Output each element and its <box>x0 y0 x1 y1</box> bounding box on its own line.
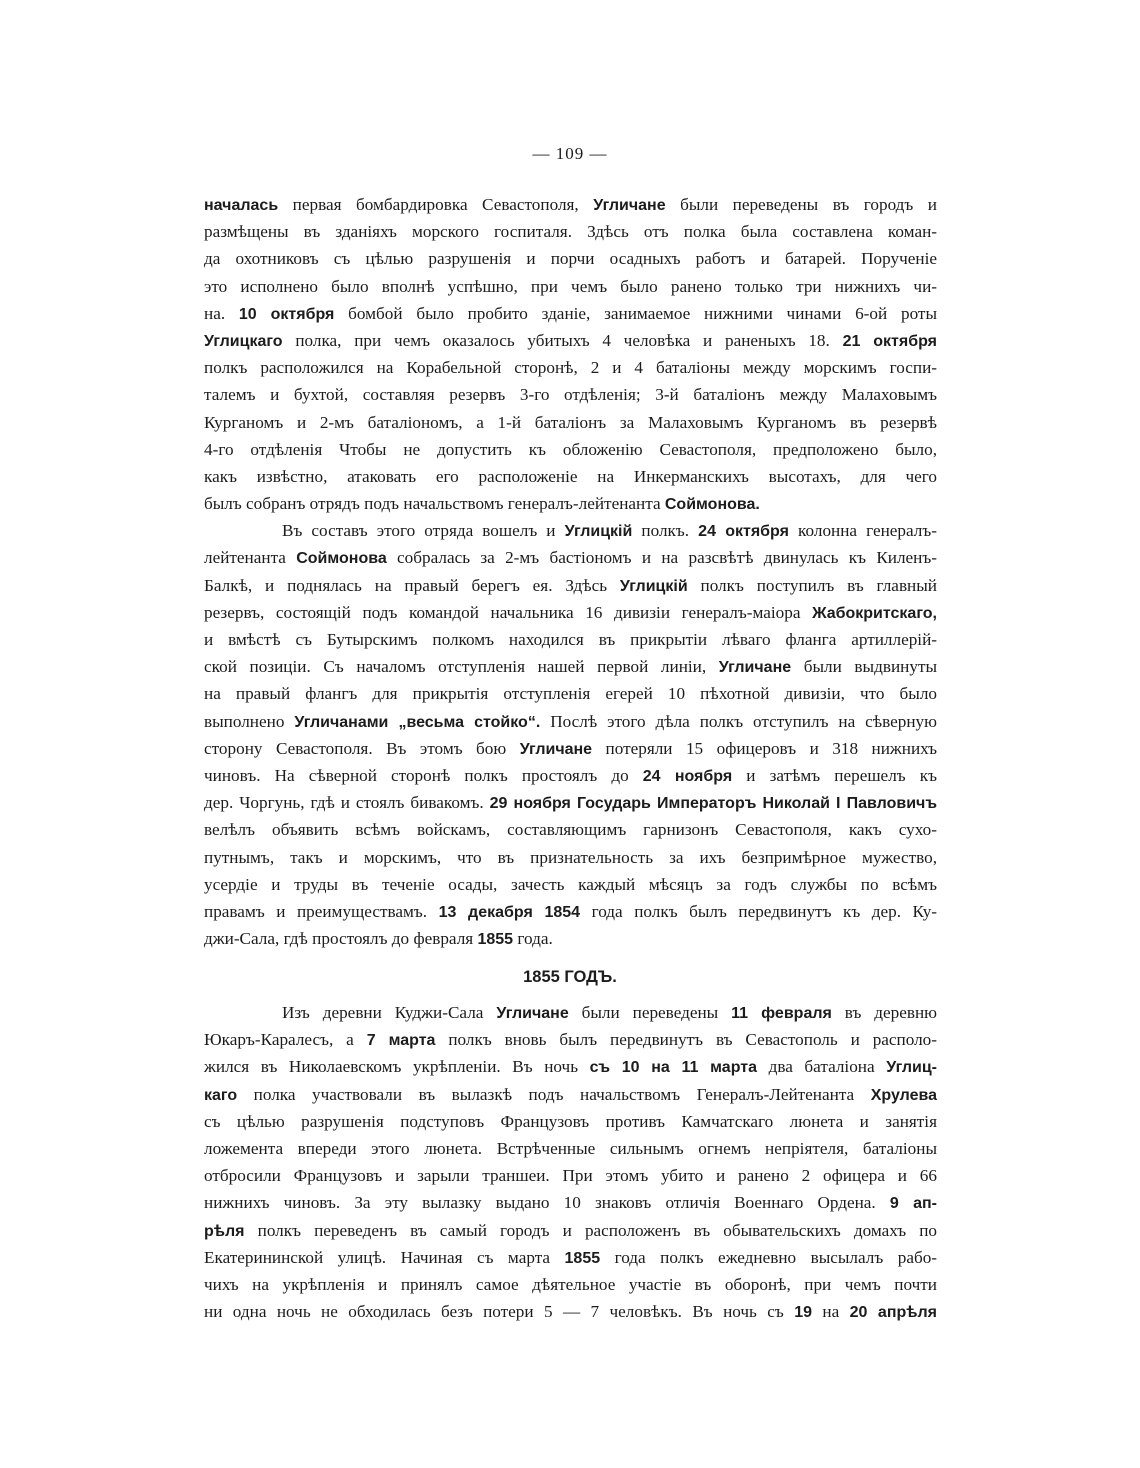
text-line <box>204 1081 937 1108</box>
bold-text: 19 <box>794 1304 812 1322</box>
text-line <box>204 789 937 816</box>
text-run: бомбой было пробито зданіе, занимаемое нижними чинами 6-ой роты <box>334 303 937 323</box>
text-run: первая бомбардировка Севастополя, <box>278 195 594 214</box>
text-run: да охотниковъ съ цѣлью разрушенія и порчи осадныхъ работъ и батарей. Порученіе <box>204 249 937 269</box>
text-run: года полкъ былъ передвинутъ къ дер. Ку- <box>580 901 938 921</box>
text-run: сторону Севастополя. Въ этомъ бою <box>204 738 520 758</box>
text-run: полкъ расположился на Корабельной сторонѣ, 2 и 4 баталіоны между морскимъ госпи- <box>204 358 937 378</box>
text-run: джи-Сала, гдѣ простоялъ до февраля <box>204 929 478 949</box>
text-line <box>204 1271 937 1298</box>
text-run: путнымъ, такъ и морскимъ, что въ признательность за ихъ безпримѣрное мужество, <box>204 847 937 867</box>
bold-text: Угличане <box>519 740 593 758</box>
text-line <box>204 816 937 843</box>
bold-text: 9 ап- <box>889 1195 938 1213</box>
text-run: на <box>811 1302 850 1322</box>
bold-text: Угличанами „весьма стойко“. <box>294 713 541 731</box>
text-run: полкъ. <box>632 521 699 541</box>
text-line <box>204 544 937 571</box>
text-run: ни одна ночь не обходилась безъ потери 5 — 7 человѣкъ. Въ ночь съ <box>204 1302 795 1322</box>
text-run: были переведены <box>568 1003 732 1022</box>
bold-text: 29 ноября Государь Императоръ Николай I Павловичъ <box>489 795 937 813</box>
bold-text: рѣля <box>204 1222 245 1240</box>
text-run: полкъ поступилъ въ главный <box>687 575 937 595</box>
text-run: Изъ деревни Куджи-Сала <box>282 1003 497 1022</box>
text-line <box>204 708 937 735</box>
text-line <box>204 490 937 517</box>
text-run: это исполнено было вполнѣ успѣшно, при чемъ было ранено только три нижнихъ чи- <box>204 276 937 296</box>
bold-text: 1855 <box>477 931 514 949</box>
text-line <box>204 218 937 245</box>
text-line <box>204 762 937 789</box>
text-line <box>204 327 937 354</box>
text-line <box>204 381 937 408</box>
text-line <box>204 1135 937 1162</box>
text-line <box>204 999 937 1026</box>
text-line <box>204 1026 937 1053</box>
bold-text: Углицкій <box>619 577 688 595</box>
text-run: дер. Чоргунь, гдѣ и стоялъ бивакомъ. <box>204 793 490 813</box>
text-run: съ цѣлью разрушенія подступовъ Французовъ противъ Камчатскаго люнета и занятія <box>204 1111 937 1131</box>
text-run: Курганомъ и 2-мъ баталіономъ, а 1-й баталіонъ за Малаховымъ Курганомъ въ резервѣ <box>204 412 937 432</box>
text-line <box>204 300 937 327</box>
text-run: размѣщены въ зданіяхъ морского госпиталя. Здѣсь отъ полка была составлена коман- <box>204 222 937 242</box>
text-line <box>204 1053 937 1080</box>
bold-text: 7 марта <box>366 1032 436 1050</box>
bold-text: Углицкій <box>564 523 633 541</box>
text-run: жился въ Николаевскомъ укрѣпленіи. Въ ночь <box>204 1057 590 1077</box>
bold-text: 24 октября <box>698 523 789 541</box>
text-run: лейтенанта <box>204 548 297 568</box>
text-line <box>204 925 937 952</box>
bold-text: 11 февраля <box>731 1005 832 1022</box>
text-run: полкъ переведенъ въ самый городъ и расположенъ въ обывательскихъ домахъ по <box>244 1220 937 1240</box>
text-run: на правый флангъ для прикрытія отступленія егерей 10 пѣхотной дивизіи, что было <box>204 684 937 704</box>
text-line <box>204 898 937 925</box>
bold-text: Соймонова <box>296 550 387 568</box>
text-run: былъ собранъ отрядъ подъ начальствомъ генералъ-лейтенанта <box>204 494 665 514</box>
text-run: въ деревню <box>831 1003 938 1022</box>
section-heading: 1855 ГОДЪ. <box>523 968 617 986</box>
text-line <box>204 871 937 898</box>
text-run: полка, при чемъ оказалось убитыхъ 4 человѣка и раненыхъ 18. <box>282 330 843 350</box>
text-line <box>204 626 937 653</box>
text-run: на. <box>204 303 239 323</box>
text-run: Послѣ этого дѣла полкъ отступилъ на сѣверную <box>540 711 937 731</box>
text-run: выполнено <box>204 711 295 731</box>
bold-text: 24 ноября <box>642 767 733 785</box>
text-run: были выдвинуты <box>791 657 938 677</box>
text-run: усердіе и труды въ теченіе осады, зачесть каждый мѣсяцъ за годъ службы по всѣмъ <box>204 874 937 894</box>
text-run: отбросили Французовъ и зарыли траншеи. При этомъ убито и ранено 2 офицера и 66 <box>204 1166 937 1186</box>
bold-text: 13 декабря 1854 <box>438 903 581 921</box>
bold-text: Жабокритскаго, <box>812 604 937 622</box>
bold-text: съ 10 на 11 марта <box>589 1059 757 1077</box>
text-line <box>204 1162 937 1189</box>
page-number: — 109 — <box>532 144 608 163</box>
text-run: правамъ и преимуществамъ. <box>204 901 439 921</box>
bold-text: 1855 <box>564 1249 601 1267</box>
text-line <box>204 191 937 218</box>
bold-text: Угличане <box>718 659 792 677</box>
bold-text: началась <box>204 197 279 214</box>
text-line <box>204 354 937 381</box>
text-run: ской позиціи. Съ началомъ отступленія нашей первой линіи, <box>204 657 719 677</box>
bold-text: 21 октября <box>842 332 937 350</box>
text-run: резервъ, состоящій подъ командой начальника 16 дивизіи генералъ-маіора <box>204 602 813 622</box>
text-line <box>204 463 937 490</box>
text-line <box>204 653 937 680</box>
text-run: и затѣмъ перешелъ къ <box>732 765 937 785</box>
text-run: два баталіона <box>757 1057 887 1077</box>
bold-text: Углиц- <box>886 1059 937 1077</box>
text-run: полка участвовали въ вылазкѣ подъ начальствомъ Генералъ-Лейтенанта <box>237 1084 871 1104</box>
text-line <box>204 273 937 300</box>
text-run: Балкѣ, и поднялась на правый берегъ ея. Здѣсь <box>204 575 620 595</box>
text-line <box>204 1108 937 1135</box>
text-line <box>204 1217 937 1244</box>
text-run: были переведены въ городъ и <box>665 195 938 214</box>
text-run: года полкъ ежедневно высылалъ рабо- <box>600 1247 938 1267</box>
bold-text: Углицкаго <box>204 332 283 350</box>
text-line <box>204 1189 937 1216</box>
text-run: чиновъ. На сѣверной сторонѣ полкъ простоялъ до <box>204 765 643 785</box>
text-run: нижнихъ чиновъ. За эту вылазку выдано 10 знаковъ отличія Военнаго Ордена. <box>204 1193 890 1213</box>
bold-text: 10 октября <box>238 305 335 323</box>
text-line <box>204 844 937 871</box>
text-block-2 <box>204 999 937 1325</box>
text-line <box>204 599 937 626</box>
text-line <box>204 680 937 707</box>
text-line <box>204 1298 937 1325</box>
text-line <box>204 517 937 544</box>
text-line <box>204 436 937 463</box>
text-line <box>204 735 937 762</box>
text-run: 4-го отдѣленія Чтобы не допустить къ обложенію Севастополя, предположено было, <box>204 439 937 459</box>
text-run: и вмѣстѣ съ Бутырскимъ полкомъ находился въ прикрытіи лѣваго фланга артиллерій- <box>204 630 937 649</box>
text-run: Юкаръ-Каралесъ, а <box>204 1030 367 1050</box>
bold-text: 20 апрѣля <box>849 1304 938 1322</box>
text-run: талемъ и бухтой, составляя резервъ 3-го отдѣленія; 3-й баталіонъ между Малаховымъ <box>204 385 937 405</box>
text-line <box>204 572 937 599</box>
bold-text: Угличане <box>496 1005 569 1022</box>
text-run: полкъ вновь былъ передвинутъ въ Севастополь и располо- <box>435 1030 938 1050</box>
text-run: какъ извѣстно, атаковать его расположеніе на Инкерманскихъ высотахъ, для чего <box>204 466 937 486</box>
bold-text: каго <box>204 1086 238 1104</box>
text-block-1 <box>204 191 937 952</box>
text-run: Екатерининской улицѣ. Начиная съ марта <box>204 1247 565 1267</box>
text-line <box>204 245 937 272</box>
text-run: ложемента впереди этого люнета. Встрѣченные сильнымъ огнемъ непріятеля, баталіоны <box>204 1138 937 1158</box>
bold-text: Хрулева <box>870 1086 937 1104</box>
text-run: собралась за 2-мъ бастіономъ и на разсвѣтѣ двинулась къ Киленъ- <box>386 548 937 568</box>
bold-text: Соймонова. <box>664 496 760 514</box>
text-line <box>204 1244 937 1271</box>
text-run: чихъ на укрѣпленія и принялъ самое дѣятельное участіе въ оборонѣ, при чемъ почти <box>204 1274 937 1294</box>
bold-text: Угличане <box>593 197 666 214</box>
text-line <box>204 409 937 436</box>
text-run: велѣлъ объявить всѣмъ войскамъ, составляющимъ гарнизонъ Севастополя, какъ сухо- <box>204 820 937 840</box>
text-run: колонна генералъ- <box>788 521 937 541</box>
text-run: года. <box>513 929 553 949</box>
text-run: потеряли 15 офицеровъ и 318 нижнихъ <box>592 738 937 758</box>
text-run: Въ составъ этого отряда вошелъ и <box>282 521 565 541</box>
